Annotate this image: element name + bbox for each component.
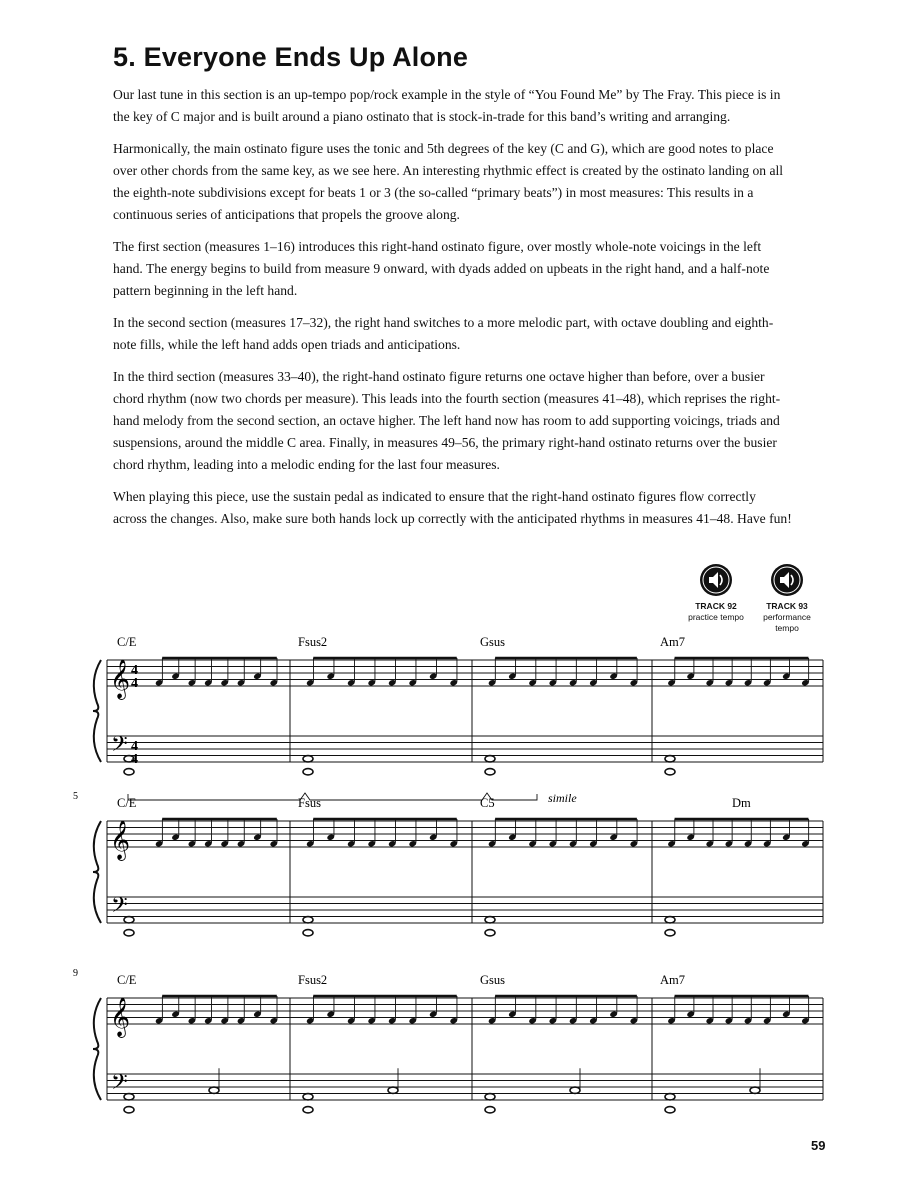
chord-symbol: Fsus bbox=[298, 796, 321, 810]
bass-note bbox=[485, 917, 495, 923]
treble-clef-icon: 𝄞 bbox=[110, 661, 131, 698]
track-label: TRACK 93 bbox=[766, 601, 808, 611]
time-signature-bottom: 4 bbox=[131, 752, 138, 767]
paragraph: In the second section (measures 17–32), the right hand switches to a more melodic part, with octave doubling and eighth-note fills, while the left hand adds open triads and anticipations. bbox=[113, 315, 774, 352]
chord-symbol: Gsus bbox=[480, 973, 506, 987]
bass-note bbox=[124, 1107, 134, 1113]
bass-note bbox=[665, 917, 675, 923]
track-desc: practice tempo bbox=[688, 612, 744, 622]
chord-symbol: Dm bbox=[732, 796, 751, 810]
bass-note bbox=[665, 769, 675, 775]
music-system bbox=[93, 658, 823, 800]
chord-symbol: Gsus bbox=[480, 635, 506, 649]
page-title: 5. Everyone Ends Up Alone bbox=[113, 42, 469, 72]
chord-symbol: C/E bbox=[117, 635, 137, 649]
chord-symbol: Am7 bbox=[660, 973, 685, 987]
chord-symbol: Fsus2 bbox=[298, 635, 328, 649]
bass-note bbox=[485, 930, 495, 936]
bass-note bbox=[303, 930, 313, 936]
bass-note bbox=[485, 1107, 495, 1113]
paragraph: Harmonically, the main ostinato figure uses the tonic and 5th degrees of the key (C and G), which are good notes to place over other chords from the same key, as we see here. An interesting rhythmic effect is created by the ostinato landing on all the eighth-note subdivisions except for beats 1 or 3 (the so-called “primary beats”) in most measures: This results in a continuous series of anticipations that propels the groove along. bbox=[113, 141, 784, 222]
time-signature-top: 4 bbox=[131, 739, 138, 754]
bass-note bbox=[485, 1094, 495, 1100]
bass-note bbox=[303, 756, 313, 762]
bass-clef-icon: 𝄢 bbox=[111, 1070, 128, 1099]
chord-symbol: Am7 bbox=[660, 635, 685, 649]
paragraph: In the third section (measures 33–40), the right-hand ostinato figure returns one octave higher than before, over a busier chord rhythm (now two chords per measure). This leads into the fourth section (measures 41–48), which reprises the right-hand melody from the second section, an octave higher. The left hand now has room to add supporting voicings, triads and suspensions, around the middle C area. Finally, in measures 49–56, the primary right-hand ostinato returns over the busier chord rhythm, leading into a melodic ending for the last four measures. bbox=[113, 369, 781, 472]
measure-number: 9 bbox=[73, 968, 78, 979]
bass-note bbox=[303, 917, 313, 923]
chord-symbol: C/E bbox=[117, 973, 137, 987]
brace bbox=[93, 998, 101, 1100]
bass-note bbox=[124, 769, 134, 775]
bass-note bbox=[124, 930, 134, 936]
paragraph: The first section (measures 1–16) introduces this right-hand ostinato figure, over mostly whole-note voicings in the left hand. The energy begins to build from measure 9 onward, with dyads added on upbeats in the right hand, and a half-note pattern beginning in the left hand. bbox=[113, 239, 770, 298]
bass-clef-icon: 𝄢 bbox=[111, 732, 128, 761]
time-signature-top: 4 bbox=[131, 663, 138, 678]
bass-half-note bbox=[570, 1087, 580, 1093]
bass-note bbox=[485, 756, 495, 762]
paragraph: Our last tune in this section is an up-tempo pop/rock example in the style of “You Found Me” by The Fray. This piece is in the key of C major and is built around a piano ostinato that is stock-in-trade for this band’s writing and arranging. bbox=[113, 87, 781, 124]
brace bbox=[93, 821, 101, 923]
chord-symbol: C/E bbox=[117, 796, 137, 810]
time-signature-bottom: 4 bbox=[131, 676, 138, 691]
treble-clef-icon: 𝄞 bbox=[110, 822, 131, 859]
bass-note bbox=[665, 930, 675, 936]
bass-half-note bbox=[388, 1087, 398, 1093]
bass-note bbox=[665, 1094, 675, 1100]
bass-note bbox=[485, 769, 495, 775]
track-label: TRACK 92 bbox=[695, 601, 737, 611]
measure-number: 5 bbox=[73, 791, 78, 802]
bass-clef-icon: 𝄢 bbox=[111, 893, 128, 922]
brace bbox=[93, 660, 101, 762]
pedal-simile-text: simile bbox=[548, 791, 577, 805]
bass-note bbox=[665, 756, 675, 762]
bass-note bbox=[303, 1107, 313, 1113]
bass-note bbox=[303, 769, 313, 775]
pedal-line bbox=[128, 793, 537, 800]
track-desc: performance tempo bbox=[763, 612, 811, 633]
bass-note bbox=[665, 1107, 675, 1113]
bass-half-note bbox=[750, 1087, 760, 1093]
bass-half-note bbox=[209, 1087, 219, 1093]
page-number: 59 bbox=[811, 1138, 826, 1153]
treble-clef-icon: 𝄞 bbox=[110, 999, 131, 1036]
bass-note bbox=[303, 1094, 313, 1100]
chord-symbol: C5 bbox=[480, 796, 495, 810]
chord-symbol: Fsus2 bbox=[298, 973, 328, 987]
paragraph: When playing this piece, use the sustain pedal as indicated to ensure that the right-hand ostinato figures flow correctly across the changes. Also, make sure both hands lock up correctly with the anticipated rhythms in measures 41–48. Have fun! bbox=[113, 489, 792, 526]
music-system bbox=[93, 996, 823, 1113]
music-system bbox=[93, 819, 823, 936]
